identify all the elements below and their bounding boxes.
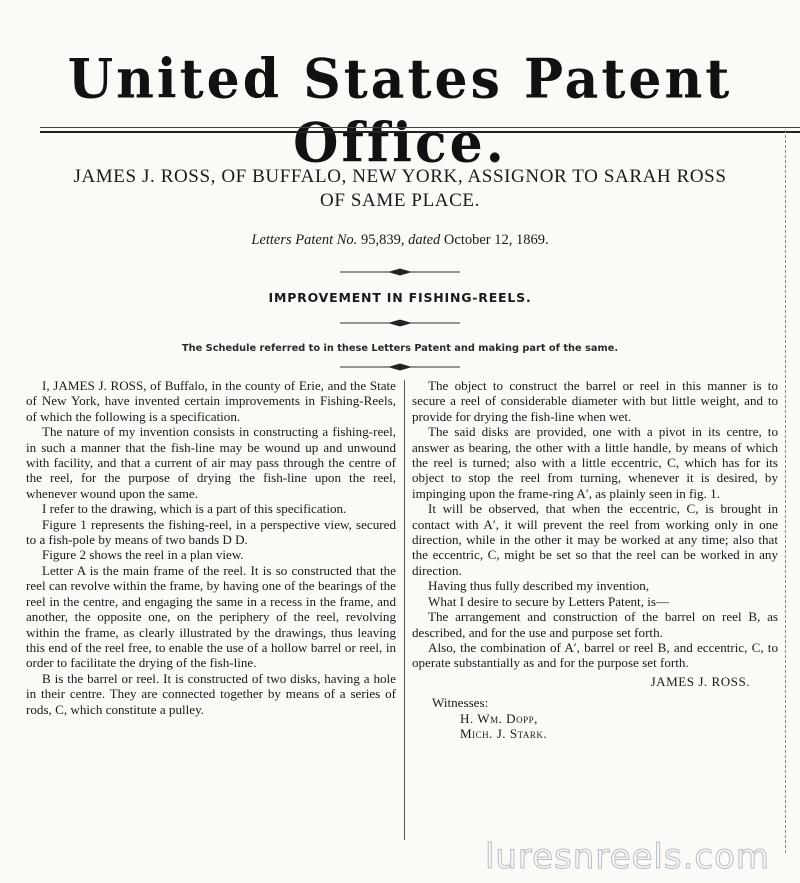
- office-title: United States Patent Office.: [67, 46, 733, 176]
- document-title: IMPROVEMENT IN FISHING-REELS.: [268, 290, 532, 305]
- patent-date: October 12, 1869.: [443, 232, 549, 248]
- left-column: [26, 378, 396, 717]
- paragraph: Letter A is the main frame of the reel. It is so constructed that the reel can revolve within the frame, by having one of the bearings of the reel in the centre, and engaging the same in a recess in the frame, and another, the opposite one, on the periphery of the reel, revolving within the frame, as clearly illustrated by the drawings, thus leaving this end of the reel free, to enable the use of a hollow barrel or reel, in order to facilitate the drying of the fish-line.: [26, 562, 396, 671]
- paragraph: Figure 2 shows the reel in a plan view.: [42, 547, 244, 563]
- patent-number: 95,839,: [360, 232, 405, 248]
- letters-patent-line: [0, 232, 800, 249]
- witness-name: H. Wm. Dopp,: [460, 710, 538, 726]
- paragraph: Also, the combination of A′, barrel or reel B, and eccentric, C, to operate substantially as and for the purpose set forth.: [412, 639, 778, 671]
- paragraph: The object to construct the barrel or reel in this manner is to secure a reel of considerable diameter with but little weight, and to provide for drying the fish-line when wet.: [412, 378, 778, 424]
- paragraph: Having thus fully described my invention,: [428, 578, 650, 594]
- ornament-rule-3: [340, 363, 460, 371]
- header-rule: [40, 127, 800, 133]
- paragraph: The nature of my invention consists in constructing a fishing-reel, in such a manner that the fish-line may be wound up and unwound with facility, and that a current of air may pass through the centre of the reel, for the purpose of drying the fish-line upon the reel, whenever wound upon the same.: [26, 424, 396, 501]
- inventor-signature: JAMES J. ROSS.: [650, 673, 750, 689]
- inventor-heading: [0, 165, 800, 213]
- inventor-line-2: OF SAME PLACE.: [320, 190, 480, 211]
- inventor-line-1: JAMES J. ROSS, OF BUFFALO, NEW YORK, ASSIGNOR TO SARAH ROSS: [73, 166, 727, 187]
- dated-prefix: dated: [408, 232, 441, 248]
- paragraph: The said disks are provided, one with a pivot in its centre, to answer as bearing, the other with a little handle, by means of which the reel is turned; also with a little eccentric, C, which has for its object to stop the reel from turning, whenever it is desired, by impinging upon the frame-ring A′, as plainly seen in fig. 1.: [412, 424, 778, 501]
- paragraph: The arrangement and construction of the barrel on reel B, as described, and for the use and purpose set forth.: [412, 609, 778, 640]
- watermark: luresnreels.com: [484, 837, 770, 877]
- paragraph: B is the barrel or reel. It is constructed of two disks, having a hole in their centre. They are connected together by means of a series of rods, C, which constitute a pulley.: [26, 670, 396, 717]
- paragraph: What I desire to secure by Letters Patent, is—: [428, 593, 670, 609]
- ornament-rule-2: [340, 319, 460, 327]
- right-column: [412, 378, 778, 741]
- paragraph: Figure 1 represents the fishing-reel, in a perspective view, secured to a fish-pole by means of two bands D D.: [26, 516, 396, 548]
- letters-prefix: Letters Patent No.: [251, 232, 358, 248]
- witnesses-label: Witnesses:: [432, 695, 489, 711]
- ornament-rule-1: [340, 268, 460, 276]
- witness-name: Mich. J. Stark.: [460, 725, 548, 741]
- paragraph: I refer to the drawing, which is a part of this specification.: [42, 501, 347, 517]
- schedule-note: The Schedule referred to in these Letters Patent and making part of the same.: [181, 343, 619, 354]
- paragraph: It will be observed, that when the eccentric, C, is brought in contact with A′, it will prevent the reel from working only in one direction, while in the other it may be worked at any time; also that the eccentric, C, might be set so that the reel can be worked in any direction.: [412, 501, 778, 578]
- column-divider: [404, 380, 405, 840]
- paragraph: I, JAMES J. ROSS, of Buffalo, in the county of Erie, and the State of New York, have invented certain improvements in Fishing-Reels, of which the following is a specification.: [26, 378, 396, 424]
